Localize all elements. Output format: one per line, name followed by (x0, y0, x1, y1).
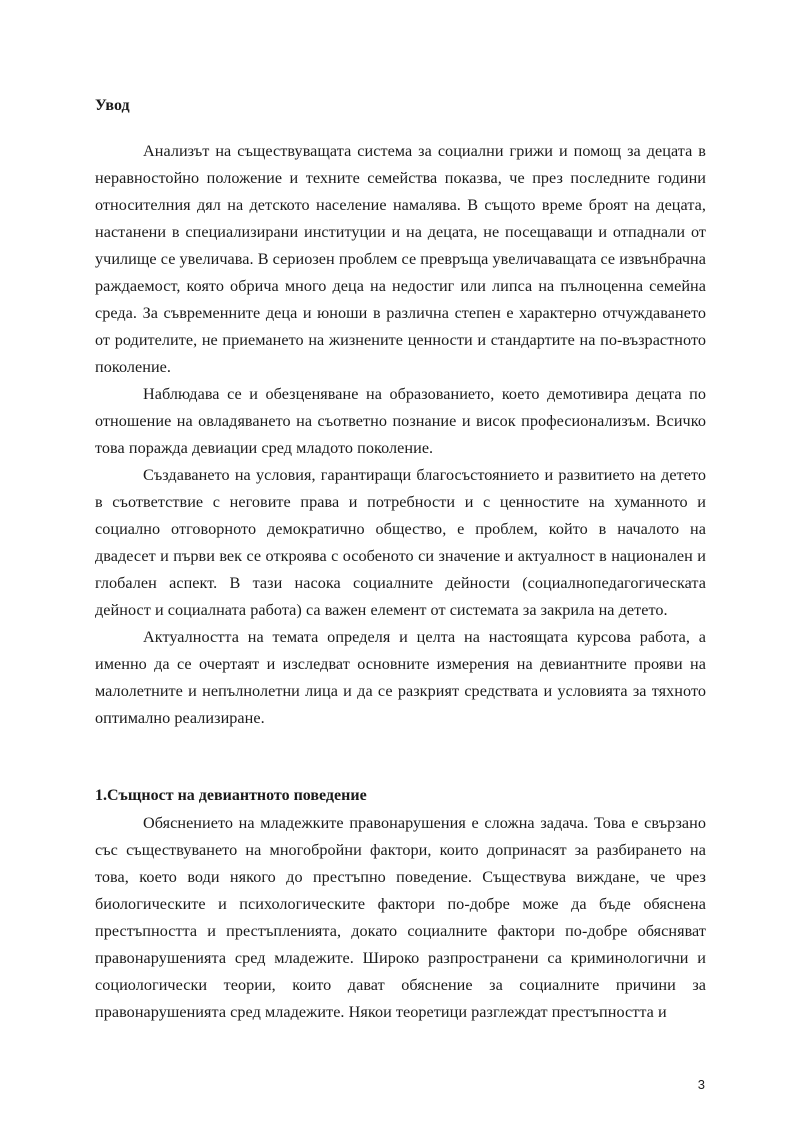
page-number: 3 (697, 1077, 705, 1092)
intro-paragraph-1: Анализът на съществуващата система за социални грижи и помощ за децата в неравностойно положение и техните семейства показва, че през последните години относителния дял на детското население намалява. В същото време броят на децата, настанени в специализирани институции и на децата, не посещаващи и отпаднали от училище се увеличава. В сериозен проблем се превръща увеличаващата се извънбрачна раждаемост, която обрича много деца на недостиг или липса на пълноценна семейна среда. За съвременните деца и юноши в различна степен е характерно отчуждаването от родителите, не приемането на жизнените ценности и стандартите на по-възрастното поколение. (95, 142, 706, 376)
section-1-paragraph-1: Обяснението на младежките правонарушения е сложна задача. Това е свързано със съществуването на многобройни фактори, които допринасят за разбирането на това, което води някого до престъпно поведение. Съществува виждане, че чрез биологическите и психологическите фактори по-добре може да бъде обяснена престъпността и престъпленията, докато социалните фактори по-добре обясняват правонарушенията сред младежите. Широко разпространени са криминологични и социологически теории, които дават обяснение за социалните причини за правонарушенията сред младежите. Някои теоретици разглеждат престъпността и (95, 814, 706, 1021)
intro-paragraph-2: Наблюдава се и обезценяване на образованието, което демотивира децата по отношение на овладяването на съответно познание и висок професионализъм. Всичко това поражда девиации сред младото поколение. (95, 385, 706, 457)
section-heading: 1.Същност на девиантното поведение (95, 787, 367, 804)
intro-heading: Увод (95, 97, 130, 114)
intro-section (95, 138, 706, 732)
intro-paragraph-3: Създаването на условия, гарантиращи благосъстоянието и развитието на детето в съответствие с неговите права и потребности и с ценностите на хуманното и социално отговорното демократично общество, е проблем, който в началото на двадесет и първи век се откроява с особеното си значение и актуалност в национален и глобален аспект. В тази насока социалните дейности (социалнопедагогическата дейност и социалната работа) са важен елемент от системата за закрила на детето. (95, 466, 706, 619)
section-1 (95, 810, 706, 1026)
intro-paragraph-4: Актуалността на темата определя и целта на настоящата курсова работа, а именно да се очертаят и изследват основните измерения на девиантните прояви на малолетните и непълнолетни лица и да се разкрият средствата и условията за тяхното оптимално реализиране. (95, 628, 706, 727)
